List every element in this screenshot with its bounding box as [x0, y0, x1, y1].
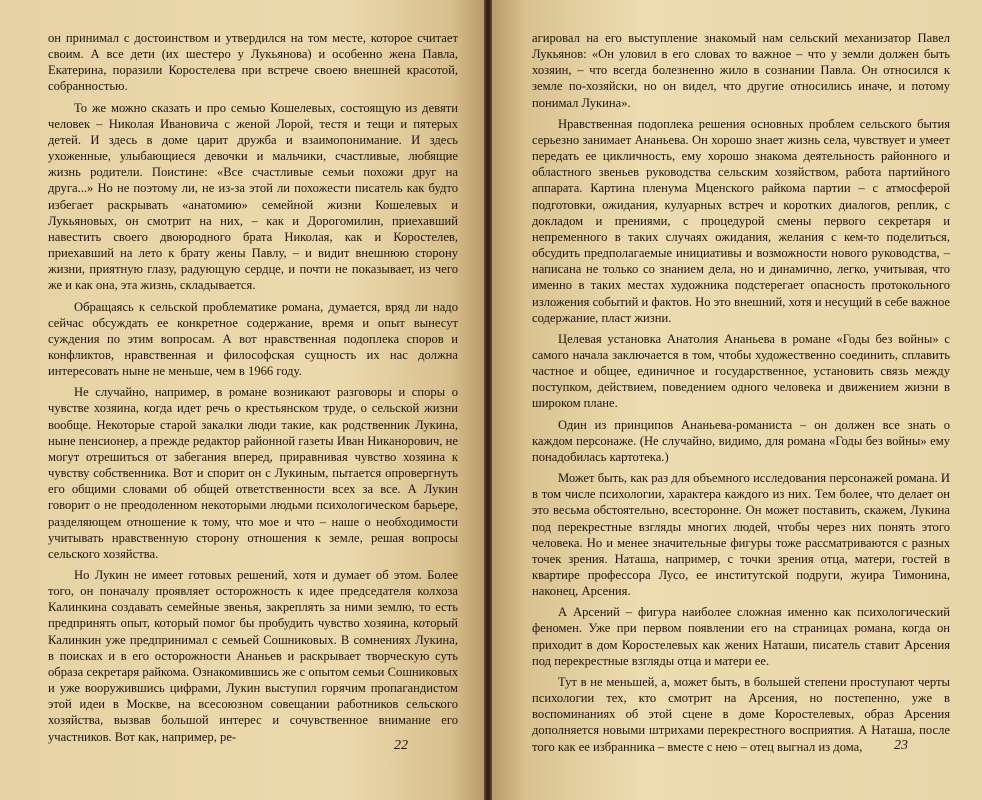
- right-paragraph-1: агировал на его выступление знакомый нам сельский механизатор Павел Лукьянов: «Он уловил в его словах то важное – что у земли должен быть хозяин, – что всегда болезненно жило в сознании Павла. Он относился к земле по-хозяйски, но он видел, что другие относились иначе, и потому понимал Лукина».: [532, 31, 950, 110]
- right-page: [492, 0, 982, 800]
- left-paragraph-4: Не случайно, например, в романе возникают разговоры и споры о чувстве хозяина, когда идет речь о крестьянском труде, о сельской жизни вообще. Некоторые старой закалки люди такие, как родственник Лукина, ныне пенсионер, а прежде редактор районной газеты Иван Никанорович, не могут отрешиться от забегания вперед, приравнивая чувство хозяина к чувству собственника. Вот и спорит он с Лукиным, пытается опровергнуть его общими словами об общей ответственности всех за все. А Лукин говорит о не преодоленном некоторыми людьми психологическом барьере, разделяющем отношение к тому, что мое и что – наше о необходимости учитывать нравственную сторону отношения к земле, решая вопросы сельского хозяйства.: [48, 385, 458, 561]
- left-page: [0, 0, 484, 800]
- right-paragraph-2: Нравственная подоплека решения основных проблем сельского бытия серьезно занимает Ананьева. Он хорошо знает жизнь села, чувствует и умеет передать ее цикличность, ему хорошо знакома деятельность районного и областного звеньев руководства сельским хозяйством, работа партийного аппарата. Картина пленума Мценского райкома партии – с атмосферой подготовки, ожидания, кулуарных встреч и коротких диалогов, реплик, с докладом и прениями, с процедурой смены первого секретаря и непременного в таких случаях ожидания, желания с кем-то поделиться, обсудить предполагаемые инициативы и возможности нового руководства, – написана не только со знанием дела, но и динамично, легко, учитывая, что именно в таких местах художника подстерегает опасность протокольного изложения событий и фактов. Но это внешний, хотя и несущий в себе важное содержание, пласт жизни.: [532, 116, 950, 325]
- right-paragraph-6: А Арсений – фигура наиболее сложная именно как психологический феномен. Уже при первом появлении его на страницах романа, когда он приходит в дом Коростелевых как жених Наташи, писатель ставит Арсения под перекрестные взгляды отца и матери ее.: [532, 605, 950, 668]
- right-paragraph-7: Тут в не меньшей, а, может быть, в большей степени проступают черты психологии тех, кто смотрит на Арсения, но постепенно, уже в воспоминаниях об этой сцене в доме Коростелевых, образ Арсения дополняется новыми штрихами перекрестного восприятия. А Наташа, после того как ее избранника – вместе с нею – отец выгнал из дома,: [532, 674, 950, 754]
- left-page-number: 22: [394, 738, 408, 753]
- right-page-text: [532, 30, 950, 755]
- left-paragraph-1: он принимал с достоинством и утвердился на том месте, которое считает своим. А все дети (их шестеро у Лукьянова) и особенно жена Павла, Екатерина, поразили Коростелева при встрече своею внешней красотой, собранностью.: [48, 31, 458, 94]
- right-paragraph-4: Один из принципов Ананьева-романиста – он должен все знать о каждом персонаже. (Не случайно, видимо, для романа «Годы без войны» ему понадобилась картотека.): [532, 417, 950, 464]
- right-paragraph-5: Может быть, как раз для объемного исследования персонажей романа. И в том числе психологии, характера каждого из них. Тем более, что делает он это весьма обстоятельно, всесторонне. Он может поставить, скажем, Лукина под перекрестные взгляды многих людей, чтобы через них понять этого человека. Но и менее значительные фигуры тоже рассматриваются с разных точек зрения. Наташа, например, с точки зрения отца, матери, гостей в квартире профессора Лусо, ее институтской подруги, жуира Тимонина, наконец, Арсения.: [532, 471, 950, 599]
- left-paragraph-3: Обращаясь к сельской проблематике романа, думается, вряд ли надо сейчас обсуждать ее конкретное содержание, время и опыт вынесут суждения по этим вопросам. А вот нравственная подоплека споров и конфликтов, нравственная и философская сущность их нас должна интересовать ныне не меньше, чем в 1966 году.: [48, 299, 458, 379]
- right-page-number: 23: [894, 738, 908, 753]
- left-page-text: [48, 30, 458, 745]
- right-paragraph-3: Целевая установка Анатолия Ананьева в романе «Годы без войны» с самого начала заключается в том, чтобы художественно соединить, сплавить частное и общее, единичное и государственное, установить связь между поступком, действием, поведением одного человека и движением жизни в широком плане.: [532, 331, 950, 411]
- left-paragraph-5: Но Лукин не имеет готовых решений, хотя и думает об этом. Более того, он поначалу проявляет осторожность к идее председателя колхоза Калинкина создавать семейные звенья, закреплять за ними землю, то есть предпринять опыт, который помог бы пробудить чувство хозяина, который Калинкин уже предпринимал с семьей Сошниковых. В сомнениях Лукина, в поисках и в его осторожности Ананьев и раскрывает творческую суть образа секретаря райкома. Ознакомившись же с опытом семьи Сошниковых и уже вооружившись цифрами, Лукин выступил горячим пропагандистом этой идеи в Москве, на всесоюзном совещании работников сельского хозяйства, вызвав большой интерес и сочувственное внимание его участников. Вот как, например, ре-: [48, 568, 458, 744]
- left-paragraph-2: То же можно сказать и про семью Кошелевых, состоящую из девяти человек – Николая Ивановича с женой Лорой, тестя и тещи и пятерых детей. И здесь в доме царит дружба и взаимопонимание. И здесь ухоженные, улыбающиеся девочки и мальчики, счастливые, любящие жизнь родители. Поистине: «Все счастливые семьи похожи друг на друга...» Но не поэтому ли, не из-за этой ли похожести писатель как будто избегает раскрывать «анатомию» семейной жизни Кошелевых и Лукьяновых, он смотрит на них, – как и Дорогомилин, приехавший навестить своего двоюродного брата Николая, как и Коростелев, приехавший на лето к брату жены Павлу, – и видит внешнюю сторону жизни, приятную глазу, радующую сердце, и почти не показывает, из чего же и как она, эта жизнь, складывается.: [48, 100, 458, 293]
- book-gutter: [484, 0, 492, 800]
